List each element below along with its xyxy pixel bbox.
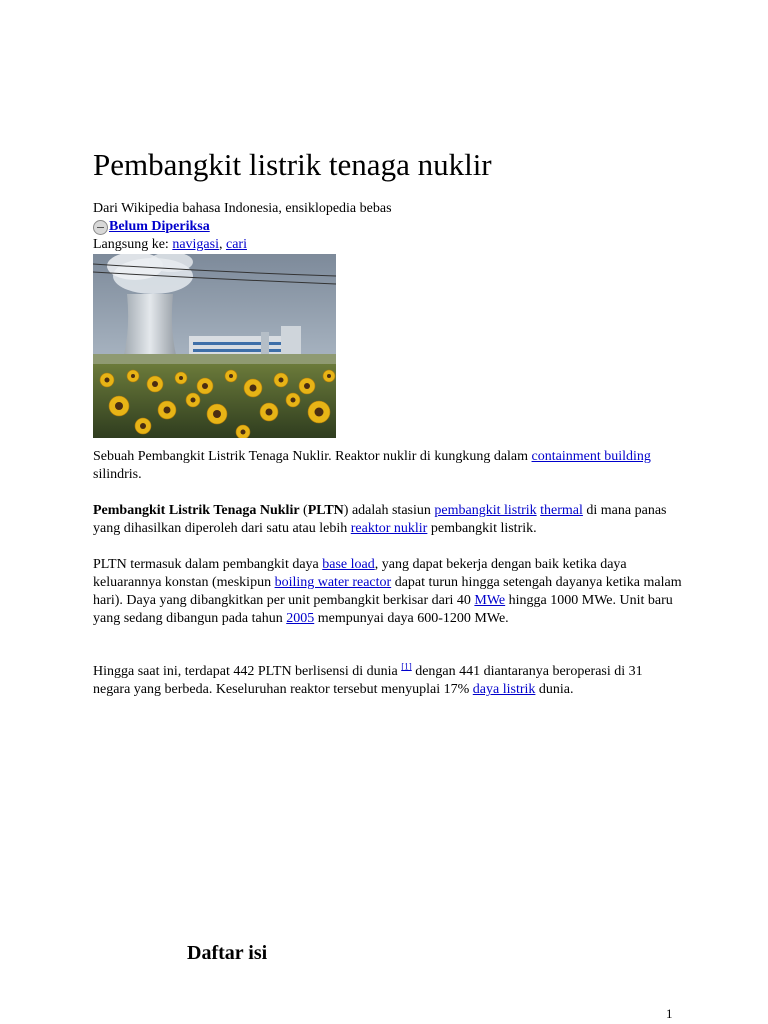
text: di mana panas yang dihasilkan diperoleh dari satu atau lebih [93,503,667,536]
text: hingga 1000 MWe. Unit baru yang sedang dibangun pada tahun [93,593,673,626]
subtitle: Dari Wikipedia bahasa Indonesia, ensiklopedia bebas [93,201,392,216]
year-2005-link[interactable]: 2005 [286,611,315,626]
page-title: Pembangkit listrik tenaga nuklir [93,147,492,182]
paragraph-definition [93,502,683,538]
nav-link[interactable]: navigasi [172,237,219,252]
text: , yang dapat bekerja dengan baik ketika daya keluarannya konstan (meskipun [93,557,627,590]
text: ) adalah stasiun [343,503,435,518]
jump-links [93,236,247,254]
text: PLTN termasuk dalam pembangkit daya [93,557,323,572]
review-status [93,218,210,236]
paragraph-base-load [93,556,683,628]
pembangkit-listrik-link[interactable]: pembangkit listrik [434,503,537,518]
text: dunia. [535,682,574,697]
base-load-link[interactable]: base load [322,557,375,572]
jump-separator: , [218,237,226,252]
caption-tail: silindris. [93,467,142,482]
daya-listrik-link[interactable]: daya listrik [472,682,536,697]
jump-prefix: Langsung ke: [93,237,173,252]
containment-building-link[interactable]: containment building [531,449,651,464]
toc-heading: Daftar isi [187,942,268,964]
thermal-link[interactable]: thermal [540,503,583,518]
reaktor-nuklir-link[interactable]: reaktor nuklir [350,521,428,536]
mwe-link[interactable]: MWe [474,593,506,608]
text: Hingga saat ini, terdapat 442 PLTN berlisensi di dunia [93,664,402,679]
bwr-link[interactable]: boiling water reactor [274,575,392,590]
page-number: 1 [666,1006,673,1021]
text: dapat turun hingga setengah dayanya ketika malam hari). Daya yang dibangkitkan per unit pembangkit berkisar dari 40 [93,575,682,608]
power-plant-image[interactable] [93,254,336,438]
text: pembangkit listrik. [427,521,537,536]
caption-text: Sebuah Pembangkit Listrik Tenaga Nuklir. Reaktor nuklir di kungkung dalam [93,449,532,464]
review-status-link[interactable]: Belum Diperiksa [109,219,210,234]
image-caption [93,448,683,484]
paragraph-statistics [93,663,683,699]
unreviewed-icon [93,220,108,235]
reference-link[interactable]: [1] [401,661,412,672]
term-pltn: Pembangkit Listrik Tenaga Nuklir [93,503,300,518]
text: mempunyai daya 600-1200 MWe. [314,611,509,626]
text: ( [299,503,308,518]
term-abbrev: PLTN [307,503,344,518]
text: dengan 441 diantaranya beroperasi di 31 negara yang berbeda. Keseluruhan reaktor tersebut menyuplai 17% [93,664,643,697]
search-link[interactable]: cari [225,237,247,252]
